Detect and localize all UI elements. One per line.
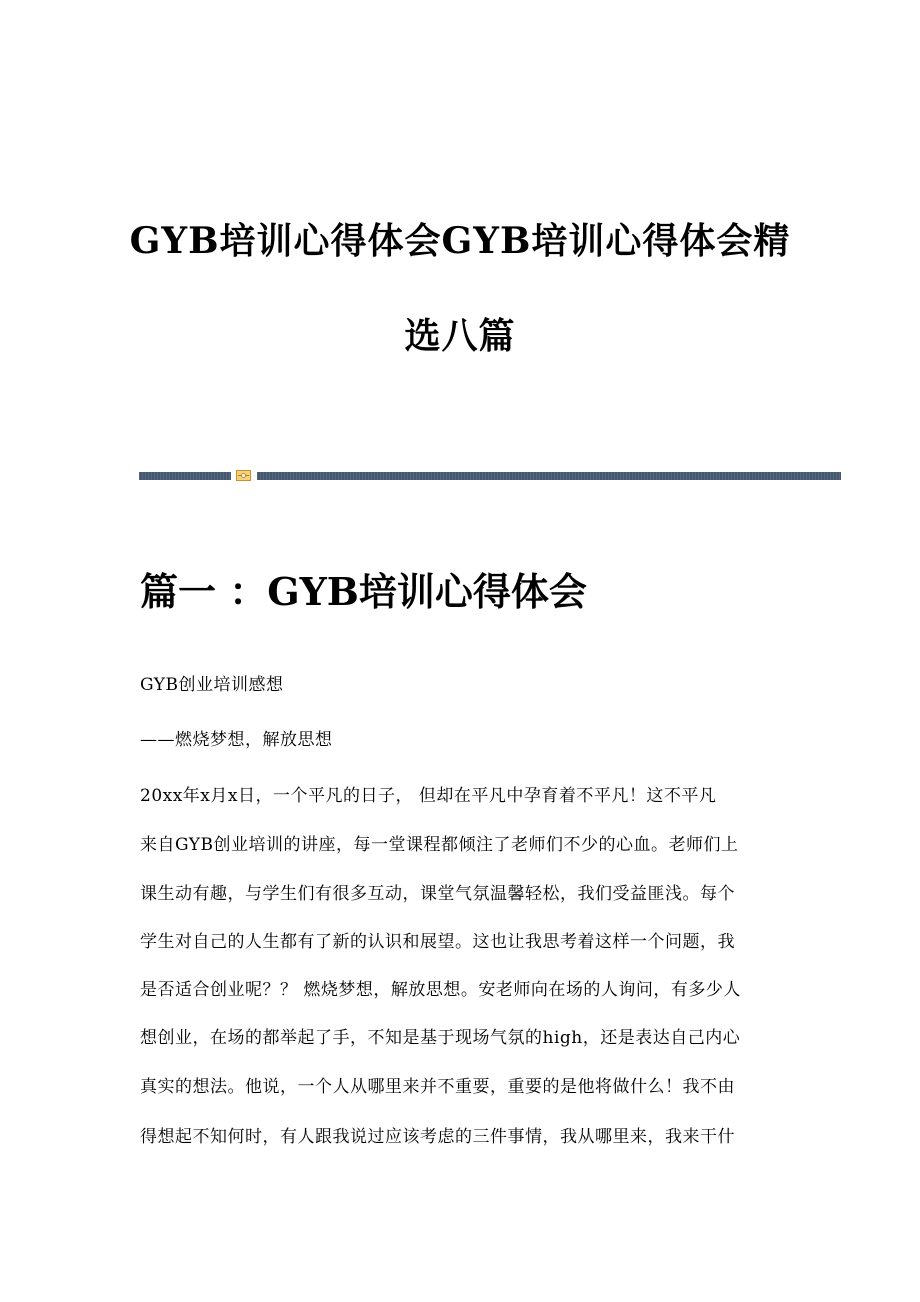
paragraph-line: 课生动有趣，与学生们有很多互动，课堂气氛温馨轻松，我们受益匪浅。每个 xyxy=(140,884,735,904)
document-title-line-2: 选八篇 xyxy=(404,315,516,357)
ornament-icon xyxy=(236,470,251,481)
divider-bar-right xyxy=(257,472,841,480)
subtitle: GYB创业培训感想 xyxy=(140,675,284,695)
paragraph-line: 是否适合创业呢？？ 燃烧梦想，解放思想。安老师向在场的人询问，有多少人 xyxy=(140,980,741,1000)
tagline: ——燃烧梦想，解放思想 xyxy=(140,730,333,750)
paragraph-line: 真实的想法。他说，一个人从哪里来并不重要，重要的是他将做什么！我不由 xyxy=(140,1077,735,1097)
paragraph-line: 想创业，在场的都举起了手，不知是基于现场气氛的high，还是表达自己内心 xyxy=(140,1028,741,1048)
decorative-divider xyxy=(139,472,841,480)
paragraph-line: 得想起不知何时，有人跟我说过应该考虑的三件事情，我从哪里来，我来干什 xyxy=(140,1127,735,1147)
paragraph-line: 来自GYB创业培训的讲座，每一堂课程都倾注了老师们不少的心血。老师们上 xyxy=(140,835,739,855)
paragraph-line: 20xx年x月x日，一个平凡的日子， 但却在平凡中孕育着不平凡！这不平凡 xyxy=(140,786,717,806)
paragraph-line: 学生对自己的人生都有了新的认识和展望。这也让我思考着这样一个问题，我 xyxy=(140,932,735,952)
section-heading: 篇一 ：GYB培训心得体会 xyxy=(140,569,587,614)
divider-bar-left xyxy=(139,472,231,480)
document-title-line-1: GYB培训心得体会GYB培训心得体会精 xyxy=(129,220,791,262)
